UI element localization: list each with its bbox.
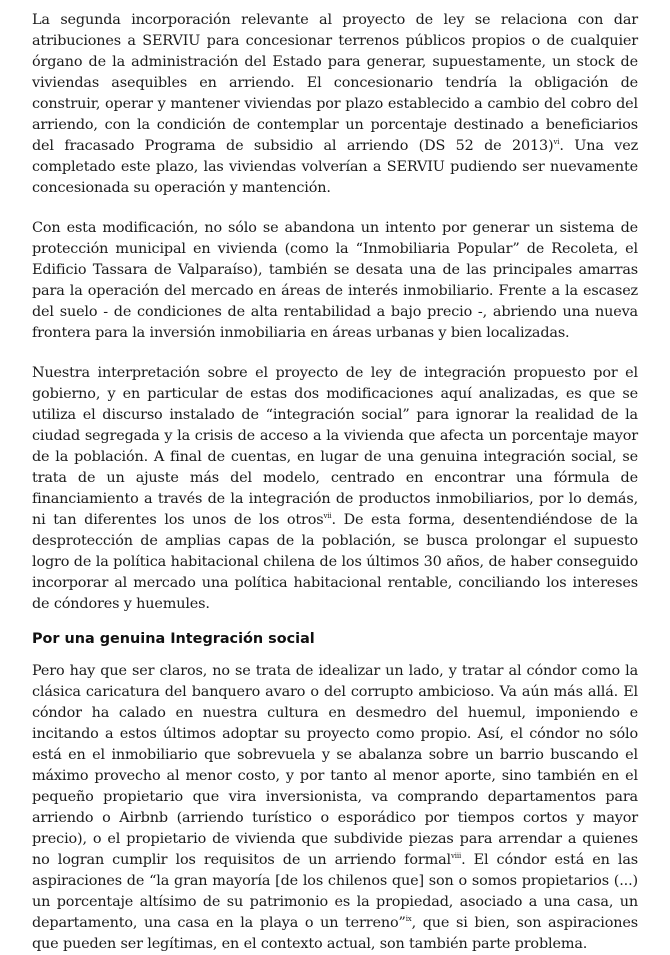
paragraph-text: Nuestra interpretación sobre el proyecto de ley de integración propuesto por el gobierno, y en particular de estas dos modificaciones aquí analizadas, es que se utiliza el discurso instalado de “integración social” para ignorar la realidad de la ciudad segregada y la crisis de acceso a la vivienda que afecta un porcentaje mayor de la población. A final de cuentas, en lugar de una genuina integración social, se trata de un ajuste más del modelo, centrado en encontrar una fórmula de financiamiento a través de la integración de productos inmobiliarios, por lo demás, ni tan diferentes los unos de los otros: [32, 365, 638, 528]
paragraph-text: . De esta forma, desentendiéndose de la desprotección de amplias capas de la población, se busca prolongar el supuesto logro de la política habitacional chilena de los últimos 30 años, de haber conseguido incorporar al mercado una política habitacional rentable, conciliando los intereses de cóndores y huemules.: [32, 512, 638, 612]
footnote-marker[interactable]: vii: [323, 512, 332, 520]
footnote-marker[interactable]: ix: [405, 915, 412, 923]
footnote-marker[interactable]: vi: [553, 138, 560, 146]
paragraph-text: . Una vez completado este plazo, las viviendas volverían a SERVIU pudiendo ser nuevamente concesionada su operación y mantención.: [32, 138, 639, 196]
section-heading: Por una genuina Integración social: [32, 631, 315, 647]
paragraph-text: La segunda incorporación relevante al proyecto de ley se relaciona con dar atribuciones a SERVIU para concesionar terrenos públicos propios o de cualquier órgano de la administración del Estado para generar, supuestamente, un stock de viviendas asequibles en arriendo. El concesionario tendría la obligación de construir, operar y mantener viviendas por plazo establecido a cambio del cobro del arriendo, con la condición de contemplar un porcentaje destinado a beneficiarios del fracasado Programa de subsidio al arriendo (DS 52 de 2013): [32, 12, 638, 154]
paragraph-interpretation: [32, 363, 638, 615]
paragraph-serviu-concessions: [32, 10, 638, 199]
paragraph-text: Pero hay que ser claros, no se trata de idealizar un lado, y tratar al cóndor como la clásica caricatura del banquero avaro o del corrupto ambicioso. Va aún más allá. El cóndor ha calado en nuestra cultura en desmedro del huemul, imponiendo e incitando a estos últimos adoptar su proyecto como propio. Así, el cóndor no sólo está en el inmobiliario que sobrevuela y se abalanza sobre un barrio buscando el máximo provecho al menor costo, y por tanto al menor aporte, sino también en el pequeño propietario que vira inversionista, va comprando departamentos para arriendo o Airbnb (arriendo turístico o esporádico por tiempos cortos y mayor precio), o el propietario de vivienda que subdivide piezas para arrendar a quienes no logran cumplir los requisitos de un arriendo formal: [32, 663, 638, 868]
paragraph-modification: [32, 218, 638, 344]
paragraph-text: Con esta modificación, no sólo se abandona un intento por generar un sistema de protección municipal en vivienda (como la “Inmobiliaria Popular” de Recoleta, el Edificio Tassara de Valparaíso), también se desata una de las principales amarras para la operación del mercado en áreas de interés inmobiliario. Frente a la escasez del suelo - de condiciones de alta rentabilidad a bajo precio -, abriendo una nueva frontera para la inversión inmobiliaria en áreas urbanas y bien localizadas.: [32, 220, 638, 341]
paragraph-text: . El cóndor está en las aspiraciones de “la gran mayoría [de los chilenos que] son o somos propietarios (...) un porcentaje altísimo de su patrimonio es la propiedad, asociado a una casa, un departamento, una casa en la playa o un terreno”: [32, 852, 639, 931]
footnote-marker[interactable]: viii: [450, 852, 462, 860]
paragraph-text: , que si bien, son aspiraciones que pueden ser legítimas, en el contexto actual, son también parte problema.: [32, 915, 638, 952]
paragraph-condor: [32, 661, 638, 955]
